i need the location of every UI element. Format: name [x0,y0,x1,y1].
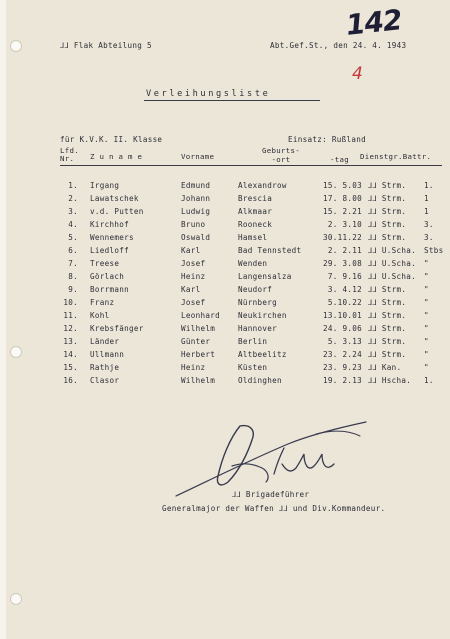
row-unit: " [424,298,429,307]
row-rank: ⅃⅃ Strm. [368,220,407,229]
row-unit: " [424,350,429,359]
row-unit: 3. [424,220,434,229]
row-birth-place: Alexandrow [238,181,287,190]
row-birth-place: Hannover [238,324,277,333]
row-surname: Liedloff [90,246,129,255]
row-number: 10. [63,298,78,307]
row-unit: " [424,285,429,294]
row-firstname: Bruno [181,220,206,229]
row-firstname: Herbert [181,350,216,359]
row-birth-place: Wenden [238,259,268,268]
row-firstname: Ludwig [181,207,211,216]
table-row [0,194,450,207]
row-surname: Irgang [90,181,120,190]
table-row [0,181,450,194]
row-unit: " [424,272,429,281]
row-birth-day: 19. 2.13 [323,376,362,385]
row-number: 9. [68,285,78,294]
document-title: Verleihungsliste [146,89,271,99]
table-row [0,298,450,311]
row-rank: ⅃⅃ Strm. [368,350,407,359]
table-row [0,259,450,272]
row-surname: Franz [90,298,115,307]
table-row [0,337,450,350]
row-number: 5. [68,233,78,242]
row-surname: Rathje [90,363,120,372]
row-birth-day: 5. 3.13 [327,337,362,346]
row-birth-place: Brescia [238,194,273,203]
row-rank: ⅃⅃ U.Scha. [368,246,417,255]
col-header-birth-day: -tag [330,155,349,164]
row-rank: ⅃⅃ Strm. [368,311,407,320]
table-row [0,376,450,389]
row-number: 6. [68,246,78,255]
row-birth-day: 23. 2.24 [323,350,362,359]
row-rank: ⅃⅃ Kan. [368,363,402,372]
col-header-birth-place: Geburts- -ort [262,146,300,164]
row-firstname: Josef [181,298,206,307]
row-birth-place: Berlin [238,337,268,346]
row-birth-day: 23. 9.23 [323,363,362,372]
row-rank: ⅃⅃ Strm. [368,194,407,203]
table-row [0,233,450,246]
row-firstname: Heinz [181,272,206,281]
deployment: Einsatz: Rußland [288,135,366,144]
table-row [0,324,450,337]
row-birth-day: 15. 2.21 [323,207,362,216]
row-birth-day: 3. 4.12 [327,285,362,294]
row-firstname: Josef [181,259,206,268]
row-firstname: Heinz [181,363,206,372]
row-birth-place: Küsten [238,363,268,372]
row-birth-place: Langensalza [238,272,292,281]
row-birth-day: 5.10.22 [327,298,362,307]
row-unit: " [424,337,429,346]
table-row [0,207,450,220]
award-class: für K.V.K. II. Klasse [60,135,163,144]
row-rank: ⅃⅃ U.Scha. [368,272,417,281]
row-birth-place: Nürnberg [238,298,277,307]
row-birth-day: 30.11.22 [323,233,362,242]
col-header-nr: Lfd. Nr. [60,146,79,163]
row-firstname: Wilhelm [181,324,216,333]
row-surname: Kirchhof [90,220,129,229]
row-surname: Görlach [90,272,125,281]
row-birth-place: Oldinghen [238,376,282,385]
row-rank: ⅃⅃ Strm. [368,337,407,346]
row-rank: ⅃⅃ Strm. [368,181,407,190]
row-surname: Wennemers [90,233,134,242]
row-firstname: Wilhelm [181,376,216,385]
row-unit: " [424,259,429,268]
row-firstname: Günter [181,337,211,346]
table-row [0,311,450,324]
table-row [0,246,450,259]
row-birth-day: 13.10.01 [323,311,362,320]
row-firstname: Oswald [181,233,211,242]
row-birth-place: Neukirchen [238,311,287,320]
row-unit: " [424,311,429,320]
row-birth-day: 15. 5.03 [323,181,362,190]
row-birth-place: Alkmaar [238,207,273,216]
row-unit: 3. [424,233,434,242]
row-number: 14. [63,350,78,359]
row-birth-place: Altbeelitz [238,350,287,359]
row-birth-place: Neudorf [238,285,273,294]
row-surname: Ullmann [90,350,125,359]
row-rank: ⅃⅃ Strm. [368,298,407,307]
row-unit: 1 [424,194,429,203]
row-birth-place: Hamsel [238,233,268,242]
table-row [0,363,450,376]
row-birth-day: 7. 9.16 [327,272,362,281]
row-number: 2. [68,194,78,203]
signatory-title: Generalmajor der Waffen ⅃⅃ und Div.Kommandeur. [162,504,386,513]
row-surname: Länder [90,337,120,346]
table-row [0,350,450,363]
row-rank: ⅃⅃ Strm. [368,207,407,216]
row-number: 8. [68,272,78,281]
row-number: 7. [68,259,78,268]
row-firstname: Karl [181,285,201,294]
row-firstname: Edmund [181,181,211,190]
row-birth-day: 24. 9.06 [323,324,362,333]
row-birth-place: Rooneck [238,220,273,229]
row-surname: Kohl [90,311,110,320]
title-underline [144,100,320,101]
row-number: 13. [63,337,78,346]
row-rank: ⅃⅃ Hscha. [368,376,412,385]
row-birth-place: Bad Tennstedt [238,246,302,255]
row-number: 12. [63,324,78,333]
row-number: 16. [63,376,78,385]
row-surname: Treese [90,259,120,268]
row-number: 4. [68,220,78,229]
row-surname: Borrmann [90,285,129,294]
row-surname: Krebsfänger [90,324,144,333]
header-rule [60,165,442,166]
row-unit: 1. [424,376,434,385]
header-place-date: Abt.Gef.St., den 24. 4. 1943 [270,41,407,50]
table-row [0,285,450,298]
row-rank: ⅃⅃ U.Scha. [368,259,417,268]
row-rank: ⅃⅃ Strm. [368,285,407,294]
row-birth-day: 2. 3.10 [327,220,362,229]
row-unit: 1. [424,181,434,190]
row-surname: Clasor [90,376,120,385]
table-row [0,272,450,285]
row-surname: Lawatschek [90,194,139,203]
row-rank: ⅃⅃ Strm. [368,324,407,333]
row-number: 15. [63,363,78,372]
row-firstname: Leonhard [181,311,220,320]
punch-hole-top [10,40,22,52]
row-rank: ⅃⅃ Strm. [368,233,407,242]
row-birth-day: 2. 2.11 [327,246,362,255]
row-surname: v.d. Putten [90,207,144,216]
table-row [0,220,450,233]
punch-hole-bottom [10,593,22,605]
row-birth-day: 29. 3.08 [323,259,362,268]
row-number: 1. [68,181,78,190]
row-firstname: Karl [181,246,201,255]
signatory-rank: ⅃⅃ Brigadeführer [232,490,310,499]
row-unit: Stbs [424,246,444,255]
row-unit: " [424,363,429,372]
row-birth-day: 17. 8.00 [323,194,362,203]
row-unit: 1 [424,207,429,216]
col-header-surname: Z u n a m e [90,152,143,161]
row-number: 11. [63,311,78,320]
col-header-firstname: Vorname [181,152,215,161]
row-firstname: Johann [181,194,211,203]
header-unit: ⅃⅃ Flak Abteilung 5 [60,41,152,50]
handwritten-number: 142 [344,3,404,42]
col-header-rank-unit: Dienstgr.Battr. [360,152,432,161]
row-unit: " [424,324,429,333]
red-handwritten-mark: 4 [352,64,363,84]
row-number: 3. [68,207,78,216]
